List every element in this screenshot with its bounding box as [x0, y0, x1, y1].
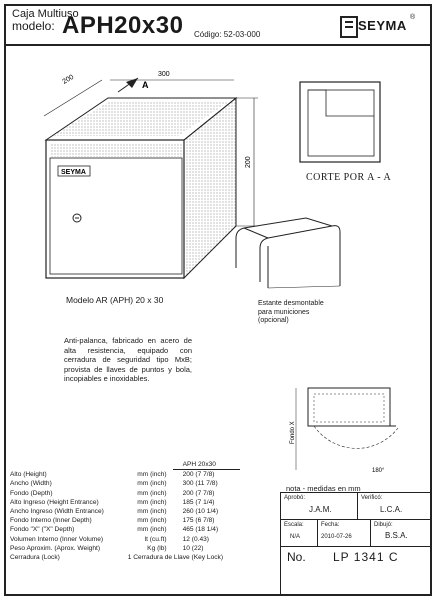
spec-unit: mm (inch): [137, 470, 167, 478]
spec-label: Alto (Height): [10, 470, 47, 478]
table-row: [8, 516, 240, 525]
table-row: [8, 544, 240, 553]
product-type: Caja Multiuso: [12, 8, 79, 20]
spec-unit: mm (inch): [137, 489, 167, 497]
dibujo-cell: [371, 520, 431, 547]
spec-label: Ancho Ingreso (Width Entrance): [10, 508, 104, 516]
product-code: Código: 52-03-000: [194, 30, 261, 39]
model-caption: Modelo AR (APH) 20 x 30: [66, 295, 164, 305]
spec-value: 185 (7 1/4): [182, 498, 215, 506]
section-mark: A: [142, 80, 149, 90]
section-inner: [308, 90, 374, 156]
fecha-label: Fecha:: [321, 522, 340, 528]
section-title: CORTE POR A - A: [306, 172, 392, 183]
plan-depth-label: Fondo X: [290, 421, 296, 444]
specs-header-row: [8, 460, 240, 470]
door-swing-plan-drawing: [288, 384, 418, 478]
table-row: [8, 507, 240, 516]
dibujo-label: Dibujó:: [374, 522, 393, 528]
spec-value: 175 (6 7/8): [182, 517, 215, 525]
verifico-value: L.C.A.: [380, 505, 403, 514]
verifico-label: Verificó:: [361, 495, 383, 501]
plan-angle: 180°: [372, 468, 385, 474]
table-row: [8, 470, 240, 480]
fecha-cell: [318, 520, 371, 547]
table-row: [8, 489, 240, 498]
spec-value: 260 (10 1/4): [182, 508, 219, 516]
aprobo-label: Aprobó:: [284, 495, 306, 501]
measurement-note: nota - medidas en mm: [286, 484, 361, 493]
shelf-note: Estante desmontable para municiones (opcional): [258, 300, 324, 324]
fecha-value: 2010-07-26: [321, 534, 352, 540]
width-dimension: 300: [158, 71, 170, 78]
spec-value: 200 (7 7/8): [182, 489, 215, 497]
depth-dimension: 200: [61, 73, 76, 86]
plan-box: [308, 388, 390, 426]
spec-label: Fondo (Depth): [10, 489, 53, 497]
drawing-sheet: [4, 4, 432, 596]
spec-unit: Kg (lb): [147, 544, 167, 552]
escala-value: N/A: [290, 534, 301, 540]
spec-label: Fondo Interno (Inner Depth): [10, 517, 92, 525]
spec-unit: lt (cu.ft): [144, 535, 167, 543]
spec-unit: mm (inch): [137, 508, 167, 516]
number-label: No.: [287, 550, 306, 564]
aprobo-value: J.A.M.: [309, 505, 332, 514]
spec-value: 300 (11 7/8): [182, 480, 218, 488]
dibujo-value: B.S.A.: [385, 531, 408, 540]
table-row: [8, 479, 240, 488]
spec-label: Fondo "X" ("X" Depth): [10, 526, 75, 534]
brand-name: SEYMA: [358, 18, 407, 33]
table-row: [8, 553, 240, 562]
removable-shelf-drawing: [236, 218, 340, 286]
box-front-top-strip: [50, 143, 182, 157]
table-row: [8, 498, 240, 507]
registered-mark: ®: [410, 14, 416, 21]
product-description: Anti-palanca, fabricado en acero de alta resistencia, equipado con cerradura de seguridad tipo MxB; provista de llaves de puntos y bola, incopiables e inoxidables.: [64, 336, 192, 383]
spec-value: 465 (18 1/4): [182, 526, 219, 534]
spec-label: Ancho (Width): [10, 480, 52, 488]
table-row: [8, 525, 240, 534]
number-value: LP 1341 C: [333, 550, 399, 564]
spec-unit: mm (inch): [137, 480, 167, 488]
title-block: [280, 492, 431, 595]
table-row: [8, 535, 240, 544]
model-label: modelo:: [12, 19, 55, 33]
spec-label: Alto Ingreso (Height Entrance): [10, 498, 99, 506]
spec-value: 12 (0.43): [182, 535, 209, 543]
door-brand: SEYMA: [61, 169, 86, 176]
door-swing-arc: [314, 426, 398, 448]
verifico-cell: [358, 493, 431, 520]
escala-label: Escala:: [284, 522, 304, 528]
specs-column-header: APH 20x30: [173, 460, 240, 470]
spec-value: 200 (7 7/8): [182, 471, 215, 479]
spec-label: Peso Aproxim. (Aprox. Weight): [10, 544, 101, 552]
specs-table: [8, 460, 240, 562]
lock-value: 1 Cerradura de Llave (Key Lock): [127, 554, 224, 562]
spec-unit: mm (inch): [137, 526, 167, 534]
box-isometric-drawing: [6, 6, 430, 306]
spec-unit: mm (inch): [137, 498, 167, 506]
height-dimension: 200: [245, 156, 252, 168]
spec-unit: mm (inch): [137, 517, 167, 525]
spec-value: 10 (22): [182, 544, 204, 552]
lock-label: Cerradura (Lock): [10, 554, 60, 562]
aprobo-cell: [281, 493, 358, 520]
escala-cell: [281, 520, 318, 547]
model-name: APH20x30: [62, 12, 184, 39]
spec-label: Volumen Interno (Inner Volume): [10, 535, 104, 543]
drawing-number-cell: [281, 547, 431, 567]
